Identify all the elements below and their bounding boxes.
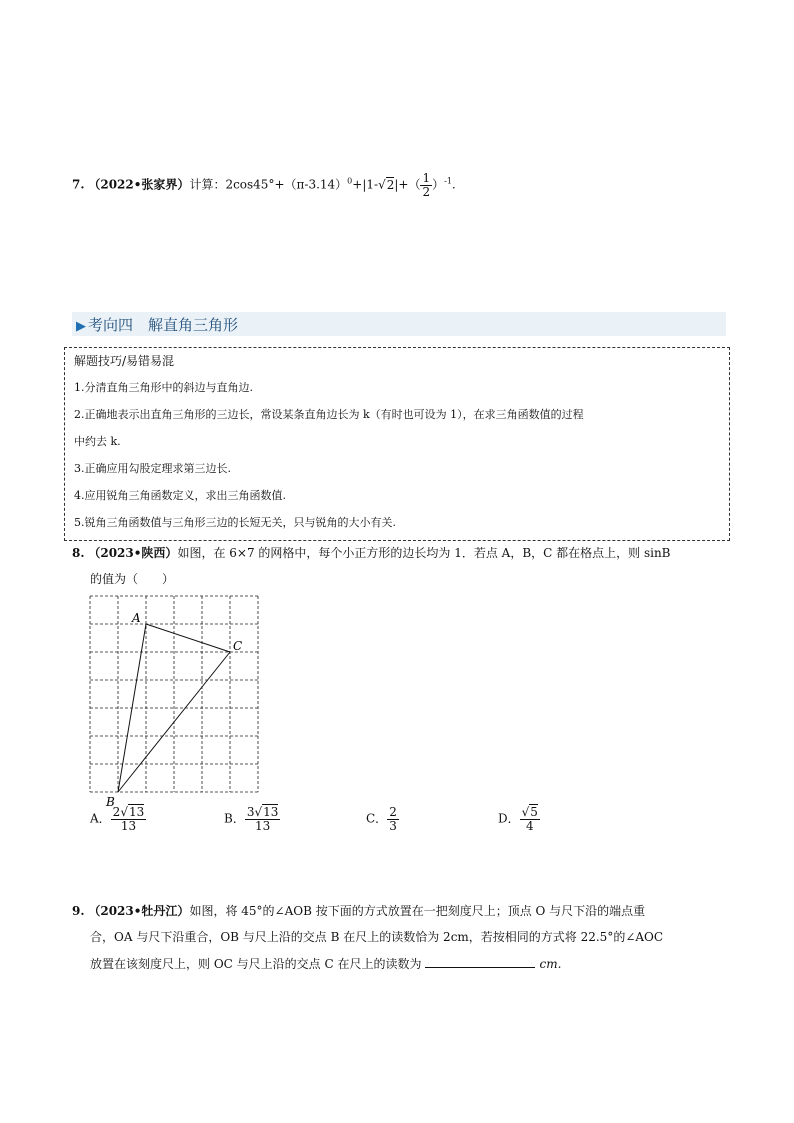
q7-sqrt2: 2 (386, 177, 395, 192)
q7-text-c: |+（ (394, 177, 421, 192)
point-label-c: C (233, 639, 243, 653)
point-label-b: B (106, 795, 115, 809)
tip-item: 1.分清直角三角形中的斜边与直角边. (74, 381, 253, 394)
question-9 (72, 902, 645, 919)
q8-line2: 的值为（ ） (90, 572, 175, 586)
q8-source: （2023•陕西） (88, 546, 178, 560)
q9-line3-container (90, 955, 561, 972)
option-d[interactable] (498, 806, 540, 832)
question-7: 7. （2022•张家界）计算：$2\cos 45^\circ+(\pi-3.14)^0+|1-√2|+$（ $\frac{1}{2}$ ）$^{-1}$. (72, 171, 456, 199)
play-triangle-icon: ▶ (76, 319, 86, 334)
q9-line3: 放置在该刻度尺上，则 OC 与尺上沿的交点 C 在尺上的读数为 (90, 957, 422, 971)
option-c-letter: C． (366, 811, 388, 826)
tip-item: 2.正确地表示出直角三角形的三边长，常设某条直角边长为 k（有时也可设为 1），在求三角函数值的过程 (74, 408, 584, 421)
section-title (76, 314, 238, 335)
section-title-text: 考向四 解直角三角形 (88, 316, 239, 334)
q7-text-a: 计算：2cos45°+（π-3.14） (189, 177, 348, 192)
option-a[interactable] (90, 806, 146, 832)
option-d-letter: D． (498, 811, 520, 826)
option-c-fraction: $\frac{2}{3}$ (389, 805, 397, 833)
q9-number: 9. (72, 904, 85, 918)
segment-ac (146, 624, 230, 652)
option-b-fraction: $\frac{3√13}{13}$ (246, 805, 279, 833)
q9-line2: 合，OA 与尺下沿重合，OB 与尺上沿的交点 B 在尺上的读数恰为 2cm，若按相同的方式将 22.5°的∠AOC (90, 930, 664, 944)
q7-exp0: 0 (347, 176, 353, 186)
question-8 (72, 544, 671, 561)
tip-item: 中约去 k. (74, 435, 121, 448)
q8-number: 8. (72, 546, 85, 560)
q9-unit: cm. (539, 957, 562, 971)
q7-number: 7. (72, 177, 85, 192)
q9-line1: 如图，将 45°的∠AOB 按下面的方式放置在一把刻度尺上；顶点 O 与尺下沿的端点重 (189, 904, 646, 918)
option-d-fraction: $\frac{√5}{4}$ (521, 805, 538, 833)
tip-item: 5.锐角三角函数值与三角形三边的长短无关，只与锐角的大小有关. (74, 516, 396, 529)
q7-text-d: ） (432, 177, 445, 192)
q7-text-b: +|1- (352, 177, 379, 192)
option-a-fraction: $\frac{2√13}{13}$ (112, 805, 145, 833)
option-b-letter: B． (224, 811, 245, 826)
grid-lines (90, 596, 258, 792)
q8-figure (80, 586, 270, 809)
option-c[interactable] (366, 806, 399, 832)
tips-box (64, 347, 730, 541)
point-label-a: A (132, 611, 141, 625)
tips-title: 解题技巧/易错易混 (74, 354, 175, 368)
option-b[interactable] (224, 806, 280, 832)
q7-fraction: $\frac{1}{2}$ (422, 171, 431, 199)
answer-blank[interactable] (425, 967, 535, 968)
tip-item: 4.应用锐角三角函数定义，求出三角函数值. (74, 489, 286, 502)
option-a-letter: A． (90, 811, 111, 826)
q9-source: （2023•牡丹江） (88, 904, 190, 918)
q7-exp1: -1 (444, 176, 452, 186)
tip-item: 3.正确应用勾股定理求第三边长. (74, 462, 231, 475)
q7-text-e: . (451, 177, 456, 192)
q7-source: （2022•张家界） (88, 177, 190, 192)
q8-line1: 如图，在 6×7 的网格中，每个小正方形的边长均为 1．若点 A，B，C 都在格点上，则 sinB (177, 546, 671, 560)
